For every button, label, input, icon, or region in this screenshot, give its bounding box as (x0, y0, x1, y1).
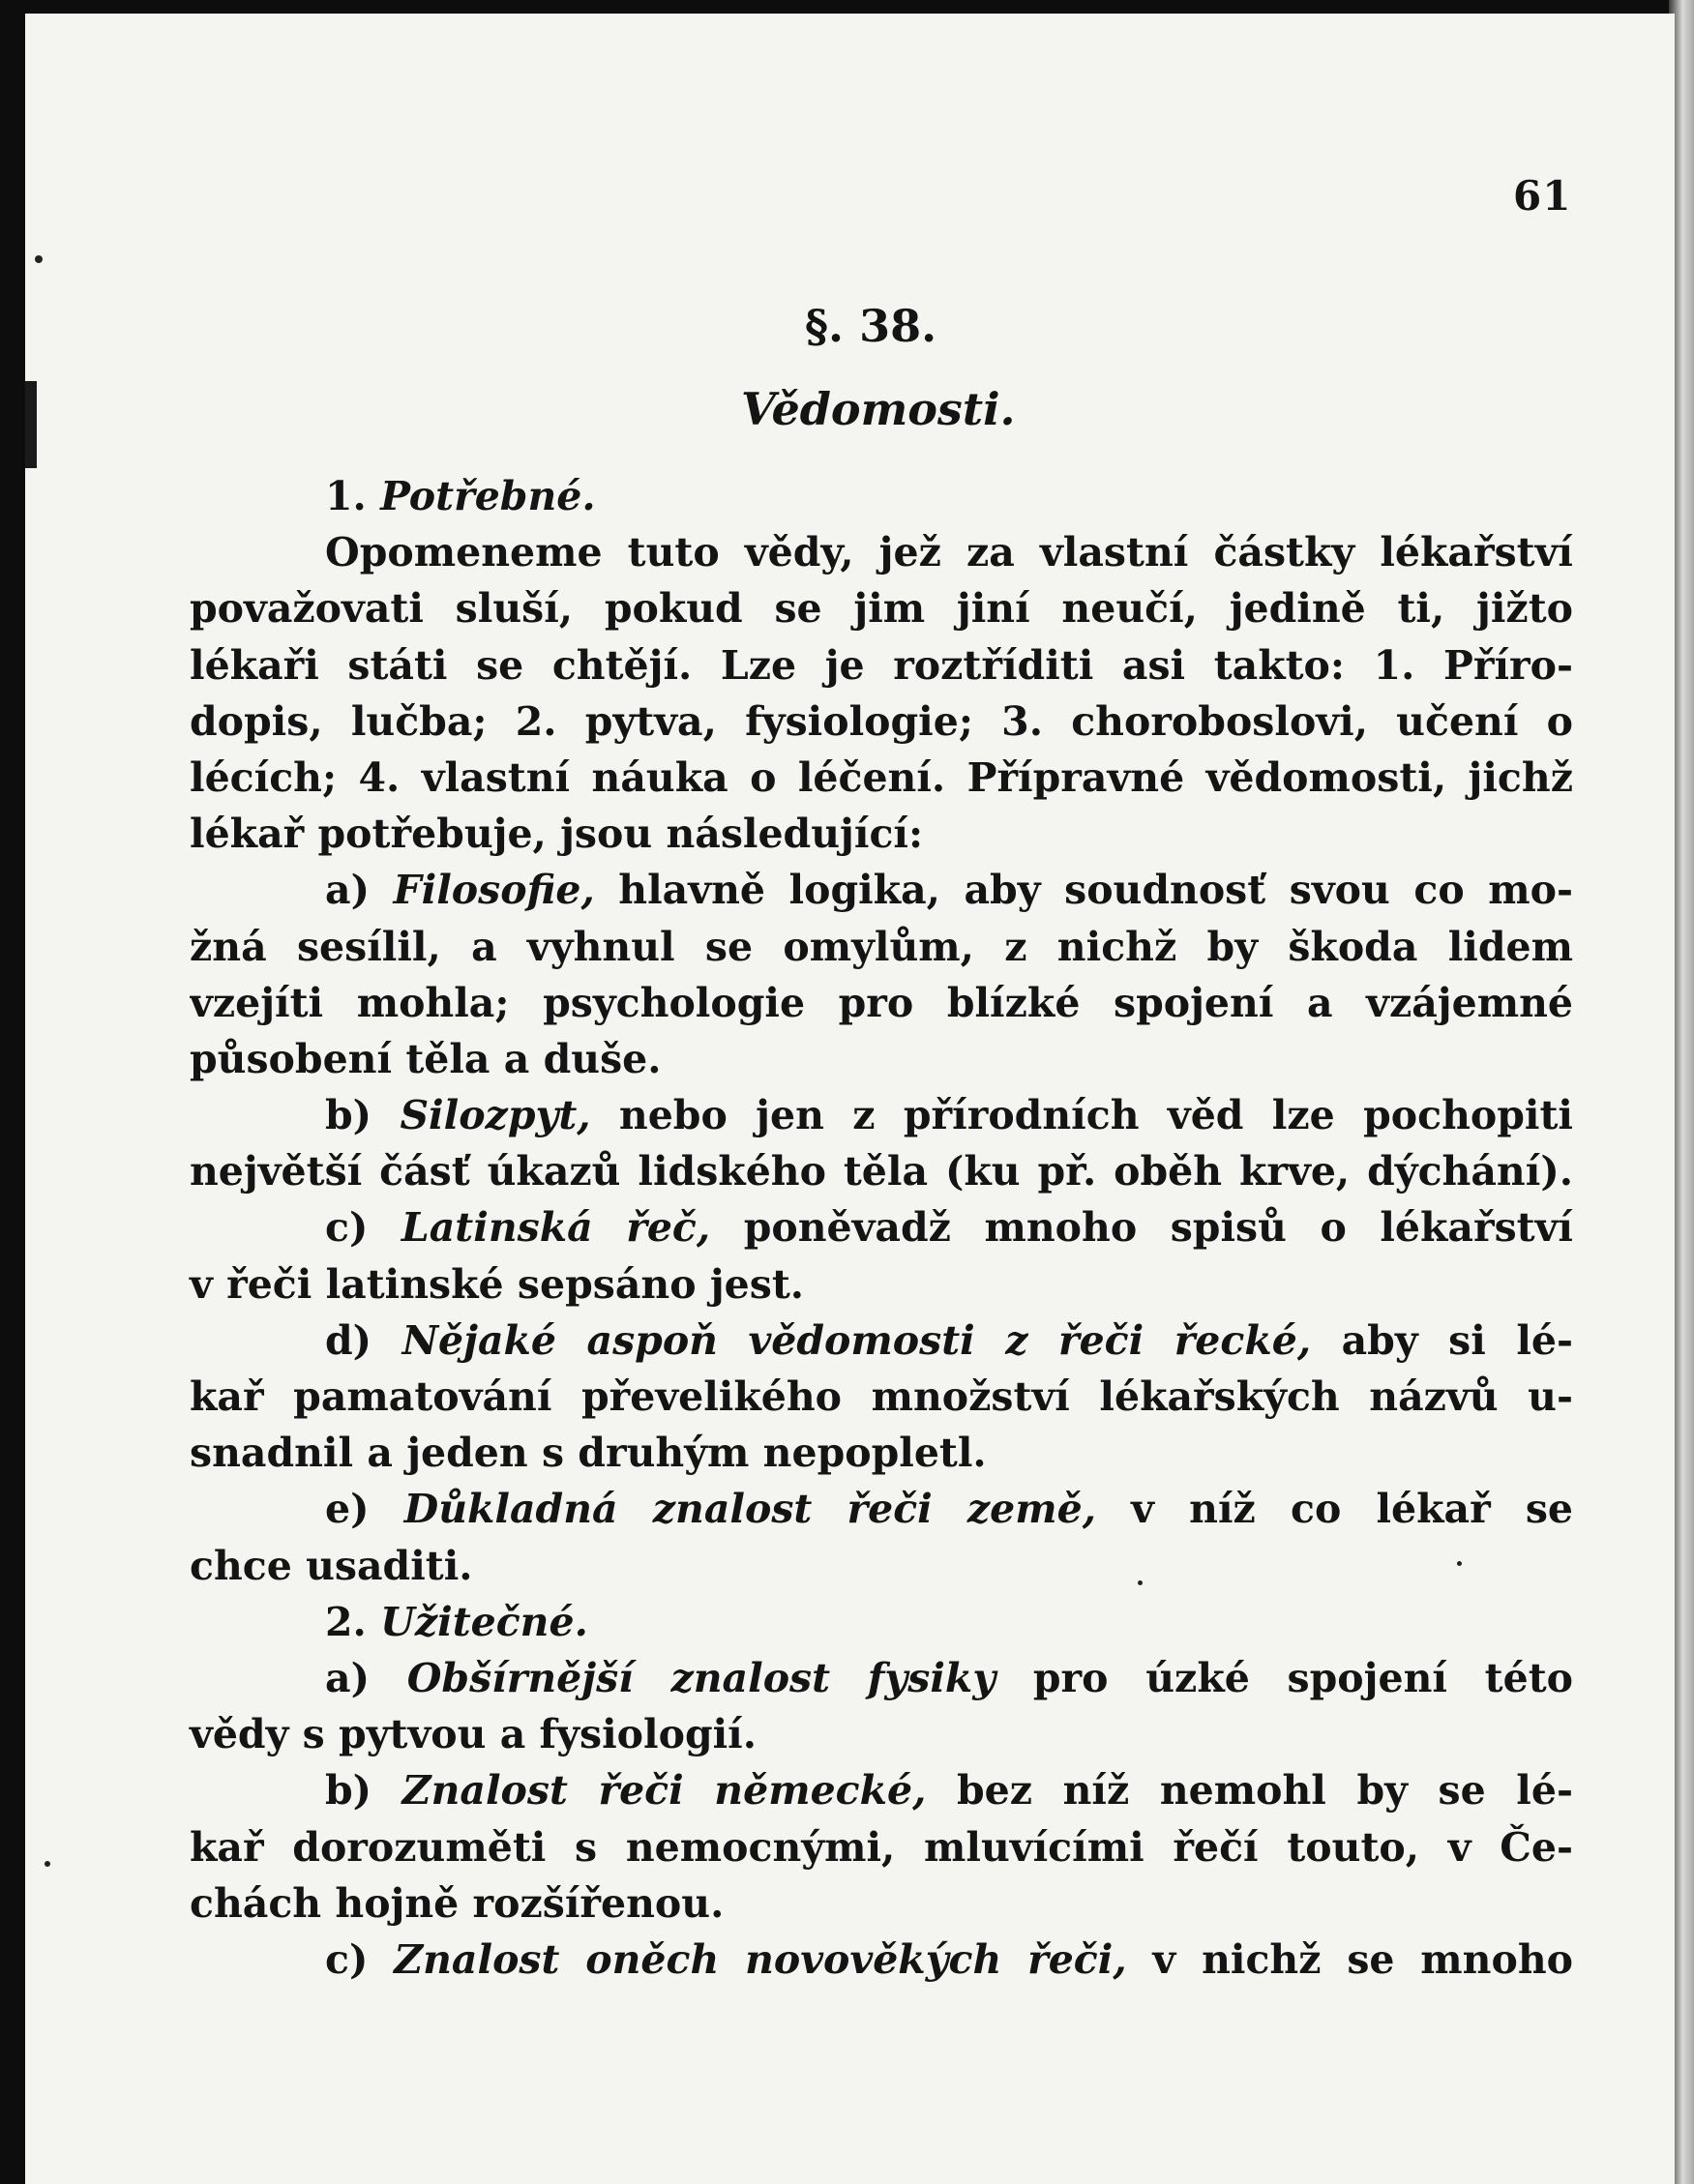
text-line (190, 1425, 1573, 1481)
text-run: chce usaditi. (190, 1542, 473, 1589)
text-line (190, 524, 1573, 580)
text-run: 2. (325, 1598, 381, 1645)
text-run: v nichž se mnoho (1126, 1935, 1573, 1983)
section-title: Vědomosti. (741, 383, 1016, 435)
text-run: d) (325, 1316, 402, 1364)
text-line (190, 919, 1573, 975)
text-run: aby si lé- (1311, 1316, 1573, 1364)
italic-term: Filosofie, (393, 867, 595, 914)
text-line (190, 1369, 1573, 1425)
page-fold-shadow (25, 381, 37, 468)
italic-term: Znalost řeči německé, (401, 1767, 927, 1815)
text-run: pro úzké spojení této (996, 1654, 1573, 1701)
text-run: žná sesílil, a vyhnul se omylům, z nichž by škoda lidem (190, 923, 1573, 970)
text-line (190, 694, 1573, 750)
text-line (190, 1087, 1573, 1143)
text-line (190, 1594, 1573, 1650)
text-line (190, 1313, 1573, 1369)
text-line (190, 1256, 1573, 1313)
text-run: vzejíti mohla; psychologie pro blízké spojení a vzájemné (190, 979, 1573, 1026)
text-line (190, 1875, 1573, 1932)
text-run: 1. (325, 473, 381, 519)
text-line (190, 580, 1573, 636)
text-run: c) (325, 1935, 395, 1983)
text-run: kař dorozuměti s nemocnými, mluvícími řečí touto, v Če- (190, 1823, 1573, 1871)
text-run: hlavně logika, aby soudnosť svou co mo- (594, 867, 1573, 914)
text-run: největší čásť úkazů lidského těla (ku př. oběh krve, dýchání). (190, 1148, 1573, 1195)
text-line (190, 1143, 1573, 1199)
text-run: b) (325, 1767, 402, 1815)
italic-term: Užitečné. (380, 1598, 588, 1645)
text-line (190, 1481, 1573, 1537)
italic-term: Silozpyt, (400, 1092, 591, 1139)
book-page (25, 14, 1675, 2184)
text-line (190, 637, 1573, 694)
text-run: dopis, lučba; 2. pytva, fysiologie; 3. choroboslovi, učení o (190, 697, 1573, 745)
text-run: v níž co lékař se (1096, 1486, 1573, 1533)
text-line (190, 1199, 1573, 1255)
text-run: b) (325, 1092, 401, 1139)
text-line (190, 1538, 1573, 1594)
text-run: působení těla a duše. (190, 1035, 662, 1082)
print-speck (1138, 1580, 1143, 1585)
text-run: nebo jen z přírodních věd lze pochopiti (590, 1092, 1573, 1139)
text-line (190, 806, 1573, 862)
italic-term: Nějaké aspoň vědomosti z řeči řecké, (401, 1316, 1312, 1364)
italic-term: Důkladná znalost řeči země, (403, 1486, 1097, 1533)
text-run: lékař potřebuje, jsou následující: (190, 811, 924, 858)
italic-term: Latinská řeč, (401, 1204, 711, 1252)
text-run: snadnil a jeden s druhým nepopletl. (190, 1430, 987, 1477)
text-line (190, 468, 1573, 524)
text-line (190, 1932, 1573, 1988)
italic-term: Znalost oněch novověkých řeči, (394, 1935, 1127, 1983)
italic-term: Obšírnější znalost fysiky (406, 1654, 996, 1701)
text-run: e) (325, 1486, 404, 1533)
text-run: poněvadž mnoho spisů o lékařství (710, 1204, 1573, 1252)
print-speck (35, 255, 43, 263)
text-run: v řeči latinské sepsáno jest. (190, 1260, 805, 1308)
text-run: a) (325, 867, 394, 914)
text-run: lékaři státi se chtějí. Lze je roztříditi asi takto: 1. Příro- (190, 641, 1573, 689)
text-line (190, 862, 1573, 918)
text-run: považovati sluší, pokud se jim jiní neučí, jedině ti, jižto (190, 585, 1573, 633)
page-number: 61 (1513, 172, 1572, 220)
text-line (190, 1762, 1573, 1818)
print-speck (1457, 1561, 1462, 1566)
section-number: §. 38. (805, 300, 937, 352)
text-line (190, 750, 1573, 806)
text-run: c) (325, 1204, 401, 1252)
text-line (190, 1706, 1573, 1762)
text-line (190, 1819, 1573, 1875)
body-text (190, 468, 1573, 1988)
text-run: kař pamatování převelikého množství lékařských názvů u- (190, 1373, 1573, 1420)
text-line (190, 1031, 1573, 1087)
italic-term: Potřebné. (380, 473, 596, 519)
text-run: bez níž nemohl by se lé- (926, 1767, 1573, 1815)
text-run: Opomeneme tuto vědy, jež za vlastní částky lékařství (325, 529, 1573, 576)
text-run: a) (325, 1654, 407, 1701)
print-speck (45, 1861, 50, 1867)
text-run: chách hojně rozšířenou. (190, 1879, 725, 1927)
text-run: lécích; 4. vlastní náuka o léčení. Přípravné vědomosti, jichž (190, 753, 1573, 801)
text-run: vědy s pytvou a fysiologií. (190, 1711, 758, 1758)
text-line (190, 1650, 1573, 1706)
text-line (190, 975, 1573, 1031)
